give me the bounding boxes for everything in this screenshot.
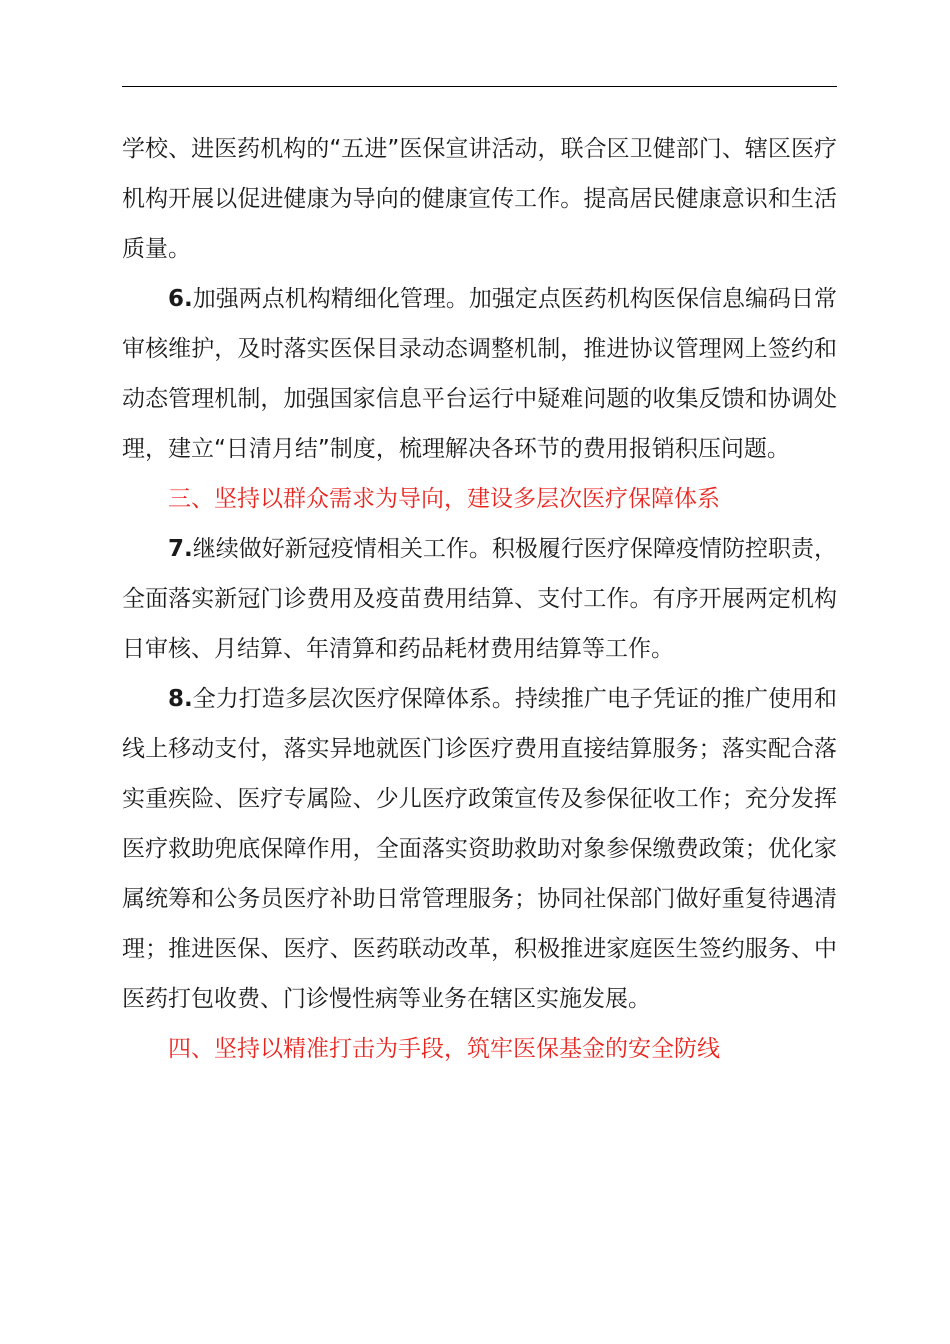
document-body <box>122 124 837 1074</box>
item-8-paragraph <box>122 674 837 1024</box>
section-4-heading: 四、坚持以精准打击为手段，筑牢医保基金的安全防线 <box>168 1036 720 1062</box>
section-3-heading: 三、坚持以群众需求为导向，建设多层次医疗保障体系 <box>168 486 720 512</box>
continued-paragraph: 学校、进医药机构的“五进”医保宣讲活动，联合区卫健部门、辖区医疗机构开展以促进健康为导向的健康宣传工作。提高居民健康意识和生活质量。 <box>122 136 837 262</box>
item-8-text: 全力打造多层次医疗保障体系。持续推广电子凭证的推广使用和线上移动支付，落实异地就医门诊医疗费用直接结算服务；落实配合落实重疾险、医疗专属险、少儿医疗政策宣传及参保征收工作；充分发挥医疗救助兜底保障作用，全面落实资助救助对象参保缴费政策；优化家属统筹和公务员医疗补助日常管理服务；协同社保部门做好重复待遇清理；推进医保、医疗、医药联动改革，积极推进家庭医生签约服务、中医药打包收费、门诊慢性病等业务在辖区实施发展。 <box>122 686 837 1012</box>
item-8-number: 8. <box>168 686 193 712</box>
item-6-number: 6. <box>168 286 193 312</box>
item-6-text: 加强两点机构精细化管理。加强定点医药机构医保信息编码日常审核维护，及时落实医保目录动态调整机制，推进协议管理网上签约和动态管理机制，加强国家信息平台运行中疑难问题的收集反馈和协调处理，建立“日清月结”制度，梳理解决各环节的费用报销积压问题。 <box>122 286 837 462</box>
item-7-number: 7. <box>168 536 193 562</box>
item-6-paragraph <box>122 274 837 474</box>
item-7-paragraph <box>122 524 837 674</box>
header-rule <box>122 86 837 87</box>
item-7-text: 继续做好新冠疫情相关工作。积极履行医疗保障疫情防控职责，全面落实新冠门诊费用及疫苗费用结算、支付工作。有序开展两定机构日审核、月结算、年清算和药品耗材费用结算等工作。 <box>122 536 837 662</box>
